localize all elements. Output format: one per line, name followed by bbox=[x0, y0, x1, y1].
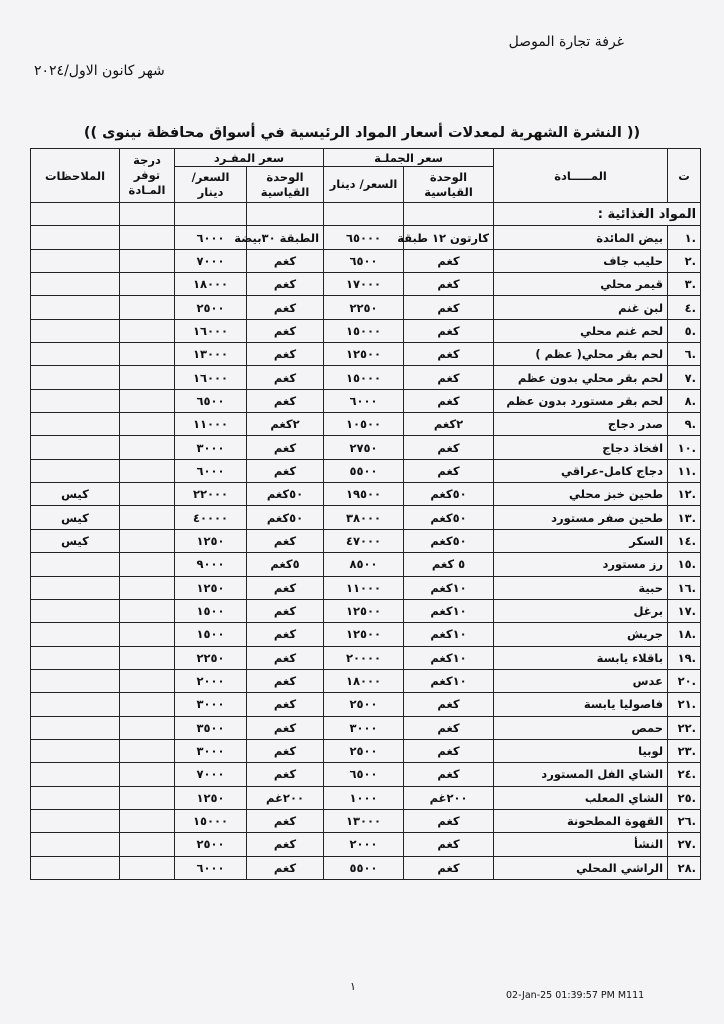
table-row bbox=[31, 273, 701, 296]
cell-item-name: حبية bbox=[494, 576, 668, 599]
cell-availability bbox=[120, 693, 175, 716]
cell-item-number: .١٠ bbox=[668, 436, 701, 459]
cell-notes bbox=[31, 343, 120, 366]
cell-wholesale-price: ٣٨٠٠٠ bbox=[324, 506, 404, 529]
cell-item-name: طحين خبز محلي bbox=[494, 483, 668, 506]
cell-notes bbox=[31, 856, 120, 879]
table-row bbox=[31, 786, 701, 809]
table-row bbox=[31, 366, 701, 389]
cell-retail-unit: كغم bbox=[247, 763, 324, 786]
cell-retail-price: ٧٠٠٠ bbox=[175, 763, 247, 786]
cell-wholesale-unit: كغم bbox=[404, 856, 494, 879]
cell-retail-price: ٦٥٠٠ bbox=[175, 389, 247, 412]
cell-item-number: .٤ bbox=[668, 296, 701, 319]
cell-notes bbox=[31, 833, 120, 856]
cell-wholesale-price: ٦٠٠٠ bbox=[324, 389, 404, 412]
cell-retail-unit: كغم bbox=[247, 436, 324, 459]
cell-wholesale-unit: كغم bbox=[404, 739, 494, 762]
cell-wholesale-price: ١٧٠٠٠ bbox=[324, 273, 404, 296]
cell-retail-unit: ٥٠كغم bbox=[247, 506, 324, 529]
cell-wholesale-price: ١٢٥٠٠ bbox=[324, 343, 404, 366]
cell-item-name: بيض المائدة bbox=[494, 226, 668, 249]
cell-wholesale-unit: ٥٠كغم bbox=[404, 483, 494, 506]
table-row bbox=[31, 389, 701, 412]
cell-retail-price: ١٦٠٠٠ bbox=[175, 319, 247, 342]
cell-wholesale-unit: كغم bbox=[404, 459, 494, 482]
cell-notes bbox=[31, 786, 120, 809]
cell-wholesale-price: ١١٠٠٠ bbox=[324, 576, 404, 599]
cell-item-number: .١ bbox=[668, 226, 701, 249]
cell-item-number: .٢٠ bbox=[668, 669, 701, 692]
cell-item-name: جريش bbox=[494, 623, 668, 646]
table-row bbox=[31, 343, 701, 366]
cell-wholesale-price: ١٥٠٠٠ bbox=[324, 366, 404, 389]
cell-wholesale-price: ١٠٥٠٠ bbox=[324, 413, 404, 436]
cell-wholesale-price: ٤٧٠٠٠ bbox=[324, 529, 404, 552]
cell-retail-unit: كغم bbox=[247, 693, 324, 716]
table-row bbox=[31, 459, 701, 482]
cell-item-number: .١٢ bbox=[668, 483, 701, 506]
cell-item-number: .٧ bbox=[668, 366, 701, 389]
cell-item-name: باقلاء يابسة bbox=[494, 646, 668, 669]
cell-item-number: .٢٣ bbox=[668, 739, 701, 762]
cell-item-name: لحم غنم محلي bbox=[494, 319, 668, 342]
cell-wholesale-price: ١٩٥٠٠ bbox=[324, 483, 404, 506]
cell-retail-unit: كغم bbox=[247, 856, 324, 879]
table-row bbox=[31, 739, 701, 762]
cell-item-name: الشاي المعلب bbox=[494, 786, 668, 809]
cell-retail-price: ١٢٥٠ bbox=[175, 576, 247, 599]
cell-wholesale-price: ٢٠٠٠٠ bbox=[324, 646, 404, 669]
cell-availability bbox=[120, 529, 175, 552]
cell-wholesale-price: ١٨٠٠٠ bbox=[324, 669, 404, 692]
col-header-retail-unit: الوحدة القياسية bbox=[247, 167, 324, 203]
cell-wholesale-unit: كغم bbox=[404, 389, 494, 412]
cell-retail-price: ١٣٠٠٠ bbox=[175, 343, 247, 366]
cell-wholesale-unit: ٢٠٠غم bbox=[404, 786, 494, 809]
table-row bbox=[31, 716, 701, 739]
cell-notes bbox=[31, 809, 120, 832]
cell-wholesale-price: ٦٥٠٠ bbox=[324, 763, 404, 786]
col-header-wholesale-unit: الوحدة القياسية bbox=[404, 167, 494, 203]
table-row bbox=[31, 576, 701, 599]
cell-wholesale-unit: ٥٠كغم bbox=[404, 506, 494, 529]
cell-item-number: .٦ bbox=[668, 343, 701, 366]
col-header-notes: الملاحظات bbox=[31, 149, 120, 203]
cell-retail-unit: ٥كغم bbox=[247, 553, 324, 576]
cell-availability bbox=[120, 809, 175, 832]
cell-retail-unit: كغم bbox=[247, 296, 324, 319]
cell-wholesale-unit: كغم bbox=[404, 343, 494, 366]
cell-retail-price: ٣٠٠٠ bbox=[175, 436, 247, 459]
cell-wholesale-unit: ٥٠كغم bbox=[404, 529, 494, 552]
cell-retail-unit: ٢٠٠غم bbox=[247, 786, 324, 809]
cell-item-name: النشأ bbox=[494, 833, 668, 856]
cell-wholesale-price: ٨٥٠٠ bbox=[324, 553, 404, 576]
cell-wholesale-unit: ١٠كغم bbox=[404, 599, 494, 622]
cell-item-name: لوبيا bbox=[494, 739, 668, 762]
cell-retail-unit: ٥٠كغم bbox=[247, 483, 324, 506]
cell-notes bbox=[31, 296, 120, 319]
cell-wholesale-unit: ٢كغم bbox=[404, 413, 494, 436]
cell-wholesale-unit: كغم bbox=[404, 319, 494, 342]
cell-item-name: القهوة المطحونة bbox=[494, 809, 668, 832]
cell-retail-unit: كغم bbox=[247, 646, 324, 669]
cell-availability bbox=[120, 296, 175, 319]
cell-notes bbox=[31, 413, 120, 436]
cell-wholesale-price: ٦٥٠٠٠ bbox=[324, 226, 404, 249]
cell-availability bbox=[120, 319, 175, 342]
section-heading: المواد الغذائية : bbox=[494, 203, 701, 226]
cell-wholesale-price: ١٢٥٠٠ bbox=[324, 599, 404, 622]
cell-notes bbox=[31, 273, 120, 296]
cell-item-name: لحم بقر محلي بدون عظم bbox=[494, 366, 668, 389]
cell-wholesale-price: ٥٥٠٠ bbox=[324, 856, 404, 879]
cell-notes bbox=[31, 669, 120, 692]
col-header-wholesale: سعر الجملـة bbox=[324, 149, 494, 167]
cell-item-number: .١١ bbox=[668, 459, 701, 482]
cell-retail-unit: كغم bbox=[247, 833, 324, 856]
cell-retail-unit: كغم bbox=[247, 319, 324, 342]
cell-notes bbox=[31, 366, 120, 389]
cell-wholesale-unit: ١٠كغم bbox=[404, 646, 494, 669]
cell-item-name: حمص bbox=[494, 716, 668, 739]
cell-availability bbox=[120, 623, 175, 646]
cell-retail-price: ٩٠٠٠ bbox=[175, 553, 247, 576]
cell-retail-price: ٧٠٠٠ bbox=[175, 249, 247, 272]
cell-item-name: برغل bbox=[494, 599, 668, 622]
cell-item-number: .٢٦ bbox=[668, 809, 701, 832]
cell-item-number: .٢٥ bbox=[668, 786, 701, 809]
cell-item-number: .٢٧ bbox=[668, 833, 701, 856]
cell-notes: كيس bbox=[31, 483, 120, 506]
cell-item-number: .٢١ bbox=[668, 693, 701, 716]
cell-availability bbox=[120, 273, 175, 296]
cell-notes bbox=[31, 763, 120, 786]
cell-wholesale-unit: ١٠كغم bbox=[404, 623, 494, 646]
table-row bbox=[31, 599, 701, 622]
cell-retail-unit: كغم bbox=[247, 809, 324, 832]
cell-wholesale-price: ٢٠٠٠ bbox=[324, 833, 404, 856]
cell-availability bbox=[120, 739, 175, 762]
cell-retail-price: ٣٥٠٠ bbox=[175, 716, 247, 739]
cell-item-name: حليب جاف bbox=[494, 249, 668, 272]
cell-notes bbox=[31, 249, 120, 272]
cell-notes bbox=[31, 226, 120, 249]
cell-retail-price: ٣٠٠٠ bbox=[175, 739, 247, 762]
table-row bbox=[31, 249, 701, 272]
cell-notes: كيس bbox=[31, 529, 120, 552]
cell-notes bbox=[31, 646, 120, 669]
cell-wholesale-unit: كغم bbox=[404, 716, 494, 739]
table-row bbox=[31, 763, 701, 786]
cell-availability bbox=[120, 366, 175, 389]
cell-retail-price: ٢٥٠٠ bbox=[175, 296, 247, 319]
cell-retail-unit: كغم bbox=[247, 576, 324, 599]
cell-wholesale-unit: كغم bbox=[404, 693, 494, 716]
cell-notes bbox=[31, 739, 120, 762]
cell-retail-unit: الطبقة ٣٠بيضة bbox=[247, 226, 324, 249]
cell-retail-price: ٢٠٠٠ bbox=[175, 669, 247, 692]
cell-notes bbox=[31, 389, 120, 412]
cell-availability bbox=[120, 763, 175, 786]
table-row bbox=[31, 413, 701, 436]
col-header-retail-price: السعر/ دينار bbox=[175, 167, 247, 203]
cell-retail-price: ١٨٠٠٠ bbox=[175, 273, 247, 296]
cell-item-number: .١٨ bbox=[668, 623, 701, 646]
table-row bbox=[31, 693, 701, 716]
cell-retail-price: ٢٥٠٠ bbox=[175, 833, 247, 856]
cell-wholesale-unit: ١٠كغم bbox=[404, 576, 494, 599]
cell-item-number: .١٥ bbox=[668, 553, 701, 576]
cell-retail-price: ٣٠٠٠ bbox=[175, 693, 247, 716]
cell-retail-unit: كغم bbox=[247, 599, 324, 622]
cell-retail-price: ١٦٠٠٠ bbox=[175, 366, 247, 389]
cell-notes bbox=[31, 599, 120, 622]
cell-notes bbox=[31, 553, 120, 576]
cell-retail-price: ٢٢٥٠ bbox=[175, 646, 247, 669]
cell-retail-unit: كغم bbox=[247, 366, 324, 389]
cell-item-name: دجاج كامل-عراقي bbox=[494, 459, 668, 482]
bulletin-title: (( النشرة الشهرية لمعدلات أسعار المواد الرئيسية في أسواق محافظة نينوى )) bbox=[83, 125, 641, 141]
cell-item-number: .١٧ bbox=[668, 599, 701, 622]
cell-availability bbox=[120, 716, 175, 739]
cell-notes bbox=[31, 693, 120, 716]
cell-item-name: قيمر محلي bbox=[494, 273, 668, 296]
cell-item-name: لحم بقر محلي( عظم ) bbox=[494, 343, 668, 366]
table-row bbox=[31, 856, 701, 879]
cell-notes bbox=[31, 319, 120, 342]
cell-item-number: .٢٤ bbox=[668, 763, 701, 786]
cell-retail-unit: كغم bbox=[247, 529, 324, 552]
cell-wholesale-price: ٢٧٥٠ bbox=[324, 436, 404, 459]
cell-retail-unit: كغم bbox=[247, 669, 324, 692]
cell-wholesale-price: ١٢٥٠٠ bbox=[324, 623, 404, 646]
cell-notes: كيس bbox=[31, 506, 120, 529]
cell-notes bbox=[31, 576, 120, 599]
cell-wholesale-price: ٢٥٠٠ bbox=[324, 693, 404, 716]
cell-retail-unit: كغم bbox=[247, 716, 324, 739]
cell-item-number: .٢٢ bbox=[668, 716, 701, 739]
cell-item-number: .١٩ bbox=[668, 646, 701, 669]
price-table bbox=[30, 148, 701, 880]
cell-availability bbox=[120, 226, 175, 249]
cell-availability bbox=[120, 786, 175, 809]
cell-availability bbox=[120, 856, 175, 879]
cell-wholesale-price: ١٥٠٠٠ bbox=[324, 319, 404, 342]
cell-item-name: طحين صفر مستورد bbox=[494, 506, 668, 529]
cell-wholesale-price: ٥٥٠٠ bbox=[324, 459, 404, 482]
organization-name: غرفة تجارة الموصل bbox=[508, 34, 624, 50]
col-header-wholesale-price: السعر/ دينار bbox=[324, 167, 404, 203]
cell-item-number: .٥ bbox=[668, 319, 701, 342]
cell-availability bbox=[120, 459, 175, 482]
cell-item-name: السكر bbox=[494, 529, 668, 552]
table-row bbox=[31, 296, 701, 319]
cell-wholesale-price: ١٣٠٠٠ bbox=[324, 809, 404, 832]
cell-item-name: فاصوليا يابسة bbox=[494, 693, 668, 716]
cell-retail-unit: كغم bbox=[247, 739, 324, 762]
table-row bbox=[31, 506, 701, 529]
cell-notes bbox=[31, 459, 120, 482]
cell-item-name: افخاذ دجاج bbox=[494, 436, 668, 459]
cell-wholesale-price: ٢٢٥٠ bbox=[324, 296, 404, 319]
cell-wholesale-price: ٦٥٠٠ bbox=[324, 249, 404, 272]
cell-wholesale-unit: كغم bbox=[404, 273, 494, 296]
cell-retail-unit: كغم bbox=[247, 389, 324, 412]
cell-availability bbox=[120, 389, 175, 412]
cell-retail-price: ١٢٥٠ bbox=[175, 786, 247, 809]
cell-notes bbox=[31, 716, 120, 739]
cell-item-name: الراشي المحلي bbox=[494, 856, 668, 879]
table-row bbox=[31, 809, 701, 832]
cell-availability bbox=[120, 576, 175, 599]
cell-retail-unit: كغم bbox=[247, 273, 324, 296]
cell-retail-price: ١٢٥٠ bbox=[175, 529, 247, 552]
table-row bbox=[31, 669, 701, 692]
col-header-no: ت bbox=[668, 149, 701, 203]
cell-wholesale-unit: ٥ كغم bbox=[404, 553, 494, 576]
cell-retail-price: ١٥٠٠٠ bbox=[175, 809, 247, 832]
cell-item-name: عدس bbox=[494, 669, 668, 692]
cell-retail-unit: كغم bbox=[247, 343, 324, 366]
cell-item-number: .١٤ bbox=[668, 529, 701, 552]
cell-retail-unit: كغم bbox=[247, 249, 324, 272]
cell-availability bbox=[120, 413, 175, 436]
cell-item-name: لبن غنم bbox=[494, 296, 668, 319]
cell-wholesale-unit: كغم bbox=[404, 833, 494, 856]
cell-retail-unit: كغم bbox=[247, 459, 324, 482]
cell-availability bbox=[120, 436, 175, 459]
table-row bbox=[31, 646, 701, 669]
cell-availability bbox=[120, 506, 175, 529]
cell-wholesale-price: ٣٠٠٠ bbox=[324, 716, 404, 739]
cell-item-number: .٢٨ bbox=[668, 856, 701, 879]
cell-item-name: الشاي الفل المستورد bbox=[494, 763, 668, 786]
cell-availability bbox=[120, 669, 175, 692]
cell-item-name: لحم بقر مستورد بدون عظم bbox=[494, 389, 668, 412]
cell-availability bbox=[120, 646, 175, 669]
table-row bbox=[31, 833, 701, 856]
cell-wholesale-unit: كغم bbox=[404, 366, 494, 389]
cell-item-number: .٣ bbox=[668, 273, 701, 296]
print-timestamp: 02-Jan-25 01:39:57 PM M111 bbox=[506, 990, 645, 1001]
col-header-retail: سعر المفـرد bbox=[175, 149, 324, 167]
cell-item-number: .٩ bbox=[668, 413, 701, 436]
cell-item-name: رز مستورد bbox=[494, 553, 668, 576]
cell-retail-price: ٦٠٠٠ bbox=[175, 856, 247, 879]
cell-retail-unit: كغم bbox=[247, 623, 324, 646]
table-row bbox=[31, 226, 701, 249]
cell-item-number: .١٦ bbox=[668, 576, 701, 599]
cell-item-number: .٢ bbox=[668, 249, 701, 272]
cell-availability bbox=[120, 483, 175, 506]
cell-availability bbox=[120, 553, 175, 576]
cell-retail-price: ٦٠٠٠ bbox=[175, 226, 247, 249]
cell-availability bbox=[120, 599, 175, 622]
cell-wholesale-unit: كغم bbox=[404, 249, 494, 272]
cell-wholesale-unit: كغم bbox=[404, 763, 494, 786]
cell-item-number: .٨ bbox=[668, 389, 701, 412]
bulletin-month: شهر كانون الاول/٢٠٢٤ bbox=[34, 63, 165, 79]
table-row bbox=[31, 436, 701, 459]
cell-wholesale-unit: كغم bbox=[404, 809, 494, 832]
cell-notes bbox=[31, 623, 120, 646]
col-header-availability: درجة توفر المـادة bbox=[120, 149, 175, 203]
cell-wholesale-price: ١٠٠٠ bbox=[324, 786, 404, 809]
cell-retail-price: ٦٠٠٠ bbox=[175, 459, 247, 482]
cell-wholesale-unit: ١٠كغم bbox=[404, 669, 494, 692]
cell-item-number: .١٣ bbox=[668, 506, 701, 529]
table-row bbox=[31, 529, 701, 552]
table-row bbox=[31, 623, 701, 646]
cell-wholesale-unit: كغم bbox=[404, 436, 494, 459]
cell-retail-price: ١١٠٠٠ bbox=[175, 413, 247, 436]
page-number: ١ bbox=[350, 980, 356, 993]
cell-availability bbox=[120, 343, 175, 366]
cell-notes bbox=[31, 436, 120, 459]
cell-retail-price: ٤٠٠٠٠ bbox=[175, 506, 247, 529]
cell-retail-unit: ٢كغم bbox=[247, 413, 324, 436]
cell-availability bbox=[120, 249, 175, 272]
cell-wholesale-unit: كغم bbox=[404, 296, 494, 319]
cell-wholesale-price: ٢٥٠٠ bbox=[324, 739, 404, 762]
cell-availability bbox=[120, 833, 175, 856]
table-row bbox=[31, 319, 701, 342]
col-header-item: المـــــادة bbox=[494, 149, 668, 203]
cell-retail-price: ١٥٠٠ bbox=[175, 599, 247, 622]
cell-retail-price: ١٥٠٠ bbox=[175, 623, 247, 646]
table-row bbox=[31, 483, 701, 506]
cell-wholesale-unit: كارتون ١٢ طبقة bbox=[404, 226, 494, 249]
cell-retail-price: ٢٢٠٠٠ bbox=[175, 483, 247, 506]
cell-item-name: صدر دجاج bbox=[494, 413, 668, 436]
table-row bbox=[31, 553, 701, 576]
